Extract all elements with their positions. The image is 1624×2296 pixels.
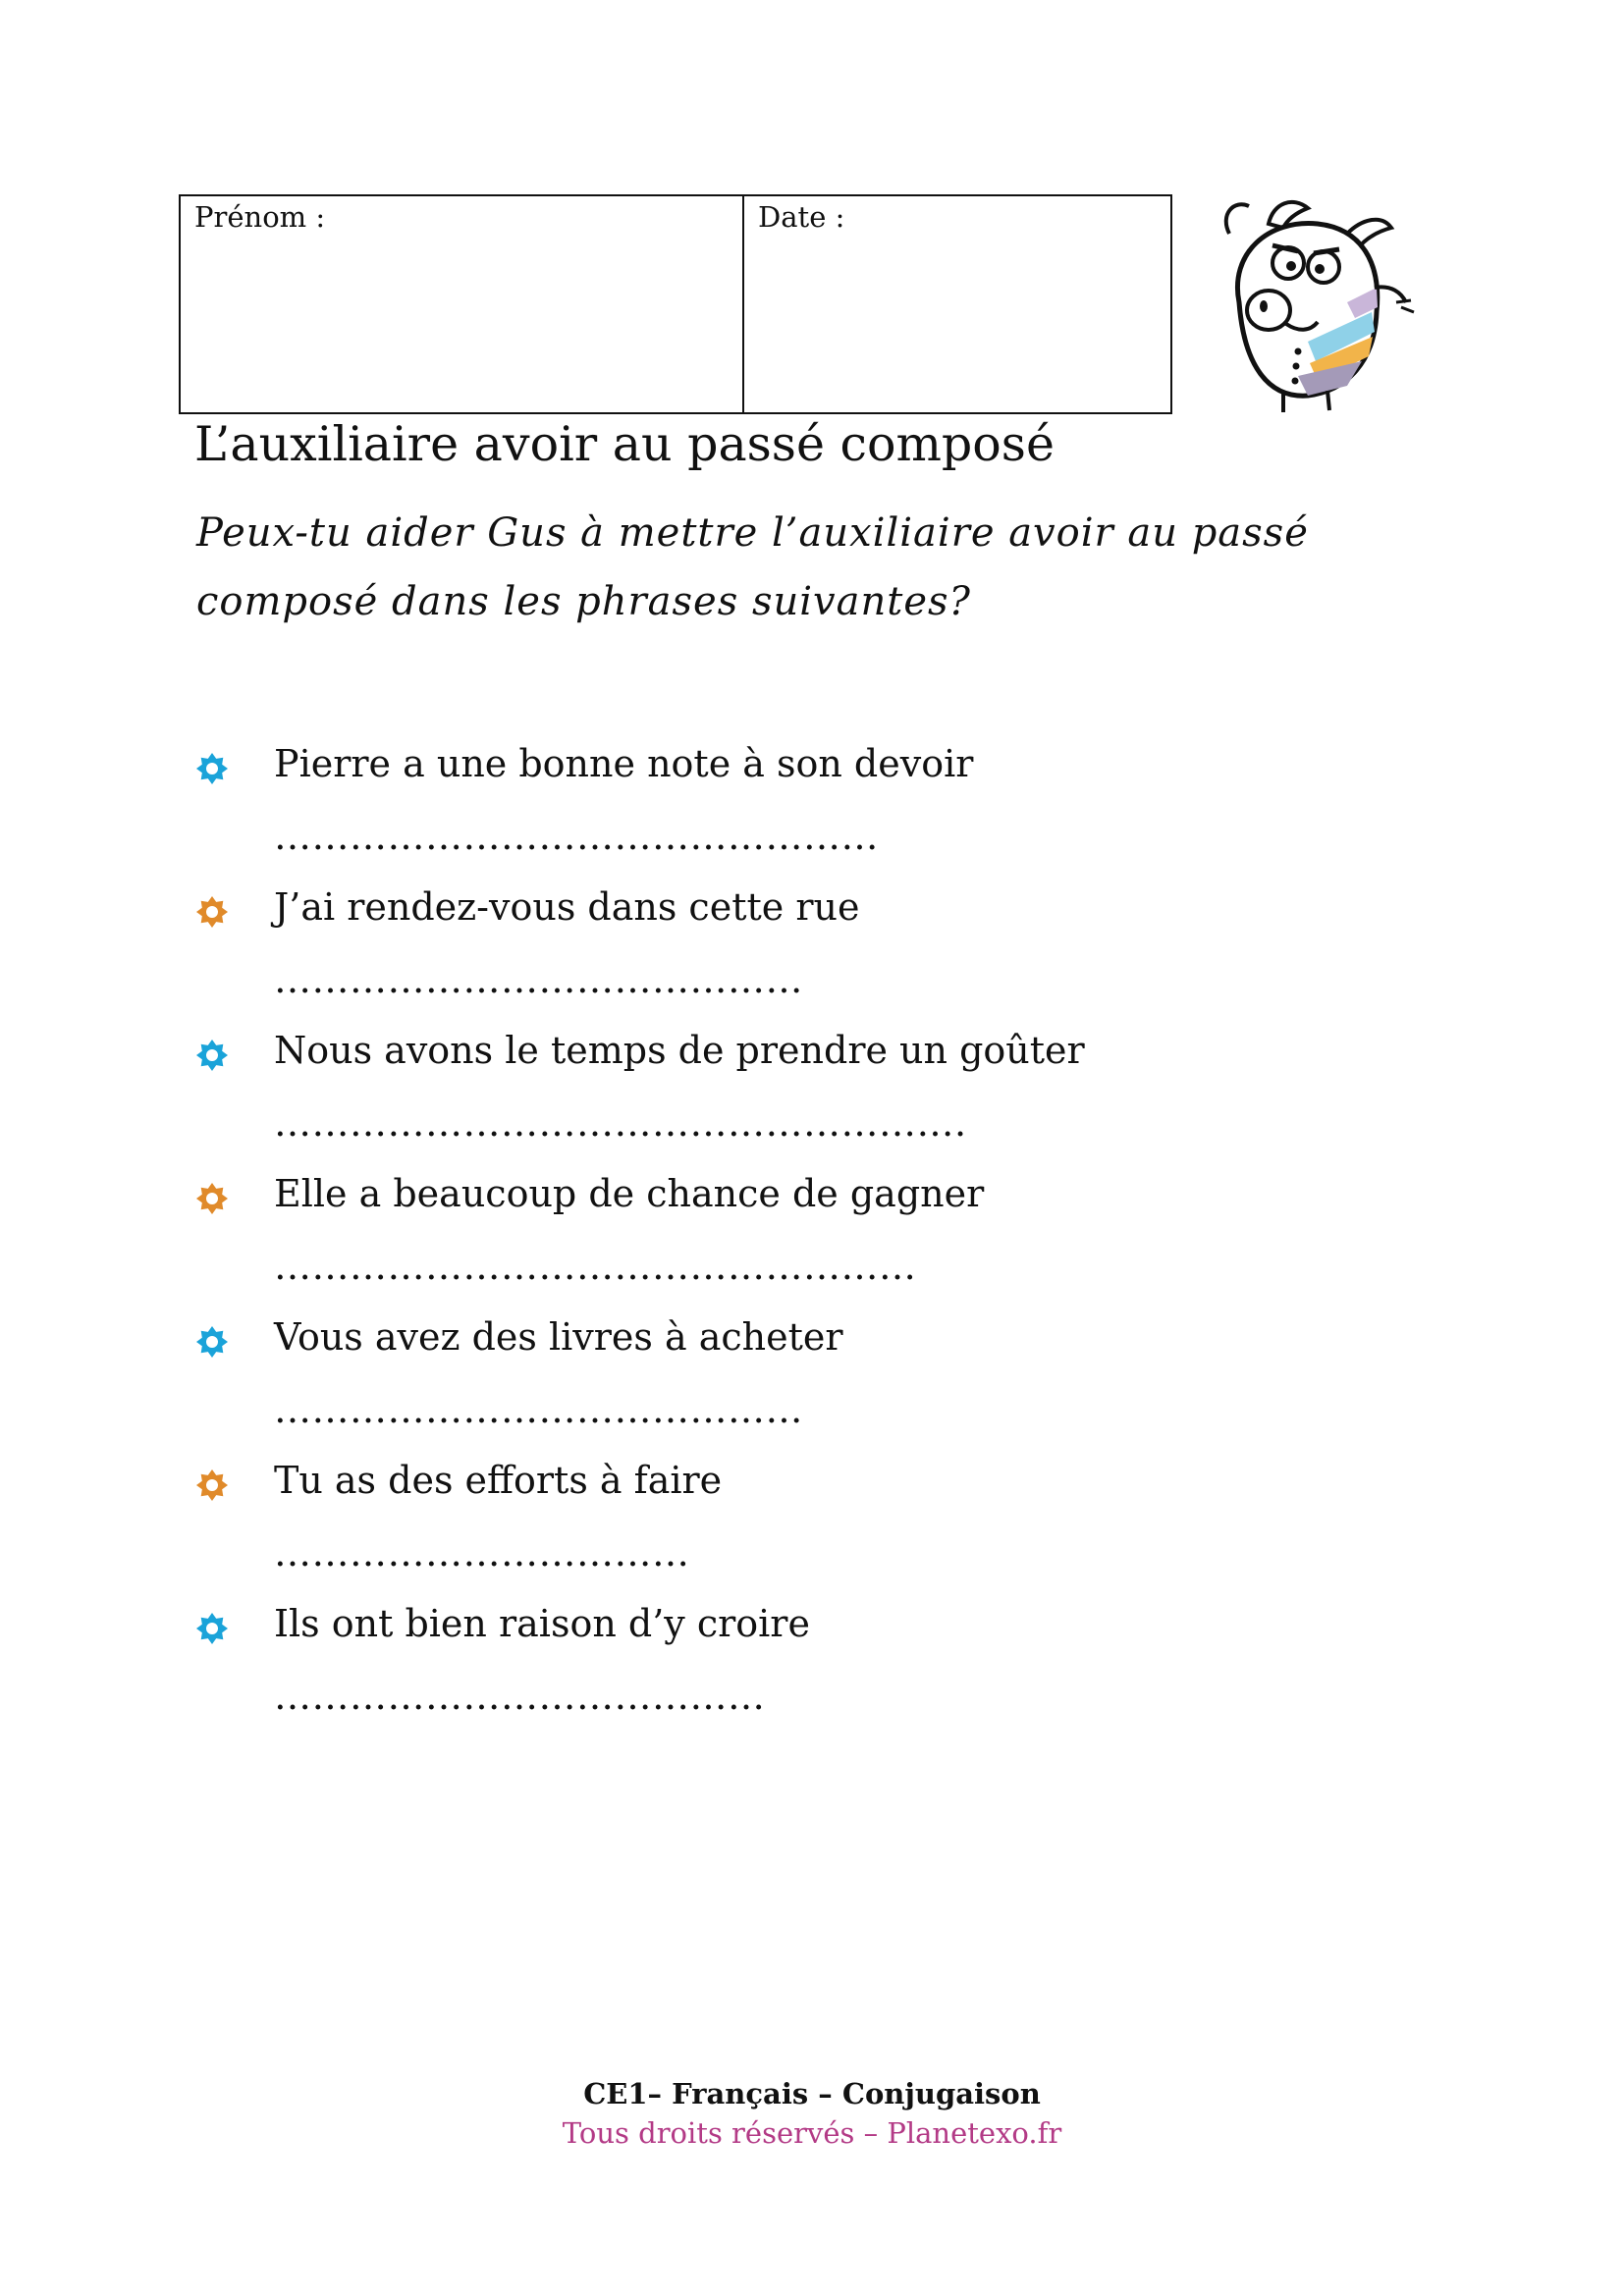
answer-line[interactable]: …………………………………………… bbox=[274, 1245, 917, 1288]
date-label: Date : bbox=[758, 200, 845, 234]
exercise-list bbox=[0, 734, 1624, 1737]
exercise-sentence: Ils ont bien raison d’y croire bbox=[274, 1602, 810, 1645]
footer-subject: CE1– Français – Conjugaison bbox=[583, 2077, 1041, 2110]
gear-bullet-icon bbox=[195, 1325, 229, 1359]
exercise-sentence: J’ai rendez-vous dans cette rue bbox=[274, 885, 860, 929]
name-label: Prénom : bbox=[194, 200, 326, 234]
exercise-sentence: Vous avez des livres à acheter bbox=[274, 1315, 843, 1359]
answer-line[interactable]: ………………………………………………. bbox=[274, 1101, 967, 1145]
exercise-sentence: Elle a beaucoup de chance de gagner bbox=[274, 1172, 985, 1215]
exercise-sentence: Pierre a une bonne note à son devoir bbox=[274, 742, 974, 785]
exercise-item bbox=[0, 734, 1624, 878]
gear-bullet-icon bbox=[195, 1039, 229, 1072]
exercise-item bbox=[0, 1451, 1624, 1594]
exercise-sentence: Nous avons le temps de prendre un goûter bbox=[274, 1029, 1085, 1072]
answer-line[interactable]: …………………………… bbox=[274, 1531, 690, 1575]
gear-bullet-icon bbox=[195, 895, 229, 929]
exercise-sentence: Tu as des efforts à faire bbox=[274, 1459, 723, 1502]
gear-bullet-icon bbox=[195, 1612, 229, 1645]
date-field[interactable] bbox=[744, 196, 1170, 412]
name-date-table bbox=[179, 194, 1172, 414]
answer-line[interactable]: …………………………………… bbox=[274, 958, 803, 1001]
exercise-item bbox=[0, 1164, 1624, 1308]
exercise-item bbox=[0, 1021, 1624, 1164]
gear-bullet-icon bbox=[195, 1468, 229, 1502]
gear-bullet-icon bbox=[195, 752, 229, 785]
exercise-item bbox=[0, 878, 1624, 1021]
name-field[interactable] bbox=[181, 196, 744, 412]
answer-line[interactable]: …………………………………… bbox=[274, 1388, 803, 1431]
gus-mascot-illustration bbox=[1200, 194, 1422, 420]
gear-bullet-icon bbox=[195, 1182, 229, 1215]
answer-line[interactable]: ………………………………………… bbox=[274, 815, 879, 858]
page-title: L’auxiliaire avoir au passé composé bbox=[194, 416, 1055, 472]
footer-copyright: Tous droits réservés – Planetexo.fr bbox=[562, 2116, 1062, 2150]
exercise-item bbox=[0, 1594, 1624, 1737]
answer-line[interactable]: ………………………………… bbox=[274, 1675, 766, 1718]
instruction-text: Peux-tu aider Gus à mettre l’auxiliaire avoir au passé composé dans les phrases suivantes? bbox=[196, 510, 1309, 624]
exercise-item bbox=[0, 1308, 1624, 1451]
